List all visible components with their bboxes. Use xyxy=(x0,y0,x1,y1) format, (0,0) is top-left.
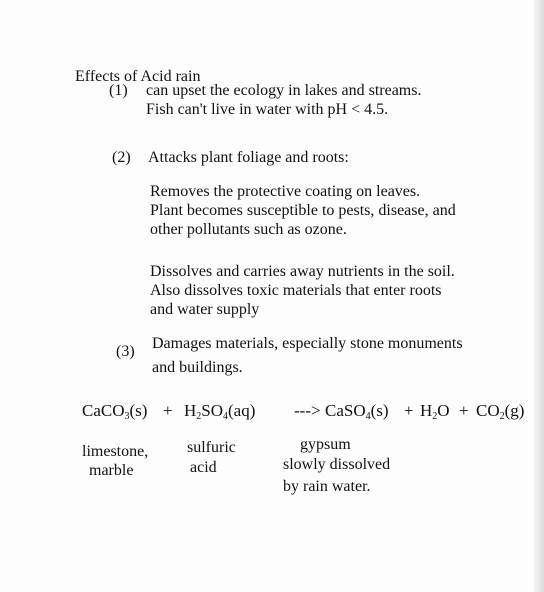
equation-caso4: CaSO$_4$(s) xyxy=(325,401,389,422)
item-2-heading: Attacks plant foliage and roots: xyxy=(148,149,349,166)
item-1-line-1: can upset the ecology in lakes and streams. xyxy=(146,82,422,99)
label-sulfuric: sulfuric xyxy=(187,439,236,456)
item-1-number: (1) xyxy=(109,82,128,99)
item-2-para-2-line-2: Also dissolves toxic materials that enter roots xyxy=(150,282,442,299)
label-by-rain-water: by rain water. xyxy=(283,478,371,495)
equation-h2so4: $H_2SO_4(aq)$ xyxy=(184,401,256,422)
equation-plus-3: + xyxy=(459,401,469,420)
label-acid: acid xyxy=(190,459,217,476)
item-2-para-1-line-2: Plant becomes susceptible to pests, disease, and xyxy=(150,202,456,219)
item-2-number: (2) xyxy=(112,149,131,166)
equation-co2: $CO_2(g)$ xyxy=(476,401,525,422)
equation-arrow: ---> xyxy=(294,401,321,420)
equation-plus-1: + xyxy=(163,401,173,420)
label-limestone: limestone, xyxy=(82,443,149,460)
item-1-line-2: Fish can't live in water with pH < 4.5. xyxy=(146,101,389,118)
item-3-line-1: Damages materials, especially stone monuments xyxy=(152,335,463,352)
item-3-line-2: and buildings. xyxy=(152,359,243,376)
equation-plus-2: + xyxy=(404,401,414,420)
label-gypsum: gypsum xyxy=(300,436,351,453)
equation-h2o: $H_2O$ xyxy=(420,401,450,422)
page-title: Effects of Acid rain xyxy=(75,68,201,85)
item-2-para-2-line-3: and water supply xyxy=(150,301,260,318)
item-3-number: (3) xyxy=(116,343,135,360)
page-edge-shadow xyxy=(534,0,544,592)
equation-caco3: CaCO$_3$(s) xyxy=(82,401,148,422)
label-marble: marble xyxy=(89,462,134,479)
item-2-para-1-line-1: Removes the protective coating on leaves. xyxy=(150,183,421,200)
item-2-para-1-line-3: other pollutants such as ozone. xyxy=(150,221,347,238)
label-slowly-dissolved: slowly dissolved xyxy=(283,456,391,473)
item-2-para-2-line-1: Dissolves and carries away nutrients in the soil. xyxy=(150,263,455,280)
